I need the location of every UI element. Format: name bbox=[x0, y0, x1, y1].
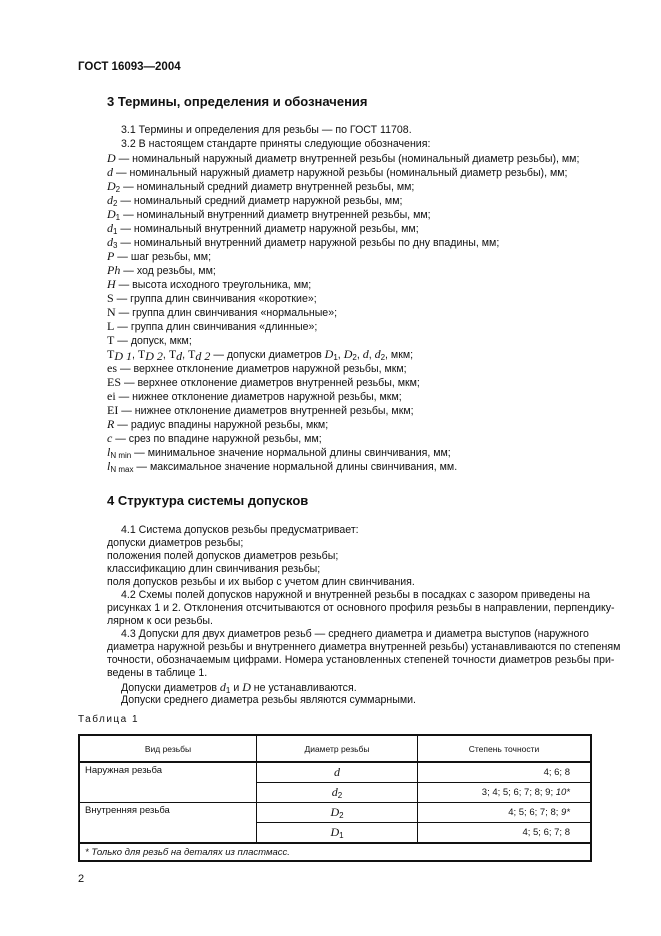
table-footnote-row bbox=[79, 843, 591, 861]
section-4-line: 4.3 Допуски для двух диаметров резьб — среднего диаметра и диаметра выступов (наружного bbox=[121, 628, 589, 640]
definition-item: ei — нижнее отклонение диаметров наружной резьбы, мкм; bbox=[107, 389, 402, 403]
diameter-cell: $D_1$ bbox=[257, 823, 418, 844]
thread-type-cell: Внутренняя резьба bbox=[79, 803, 257, 844]
table-footnote: * Только для резьб на деталях из пластмасс. bbox=[79, 843, 591, 861]
section-4-line: допуски диаметров резьбы; bbox=[107, 537, 244, 549]
table-row bbox=[79, 803, 591, 823]
section-4-line: лярном к оси резьбы. bbox=[107, 615, 213, 627]
section-4-line: точности, обозначаемым цифрами. Номера установленных степеней точности диаметров резьбы при- bbox=[107, 654, 615, 666]
thread-type-cell: Наружная резьба bbox=[79, 762, 257, 803]
section-3-heading: 3 Термины, определения и обозначения bbox=[107, 94, 368, 109]
section-3-body bbox=[107, 123, 597, 473]
definition-item: L — группа длин свинчивания «длинные»; bbox=[107, 319, 318, 333]
diameter-cell: d bbox=[257, 762, 418, 783]
definition-item: N — группа длин свинчивания «нормальные»; bbox=[107, 305, 338, 319]
definition-item: c — срез по впадине наружной резьбы, мм; bbox=[107, 431, 322, 445]
section-4-body bbox=[107, 524, 621, 707]
section-4-heading: 4 Структура системы допусков bbox=[107, 493, 309, 508]
summary-note: Допуски среднего диаметра резьбы являются суммарными. bbox=[121, 694, 416, 706]
accuracy-grade-cell: 4; 6; 8 bbox=[418, 762, 592, 783]
diameter-cell: $D_2$ bbox=[257, 803, 418, 823]
document-header: ГОСТ 16093—2004 bbox=[78, 61, 181, 73]
definition-item: $D_2$ — номинальный средний диаметр внутренней резьбы, мм; bbox=[107, 179, 415, 194]
definition-item: T — допуск, мкм; bbox=[107, 333, 192, 347]
definition-item: $l_{N max}$ — максимальное значение нормальной длины свинчивания, мм. bbox=[107, 459, 458, 474]
tolerance-table bbox=[78, 734, 592, 862]
definition-item: EI — нижнее отклонение диаметров внутренней резьбы, мкм; bbox=[107, 403, 414, 417]
paragraph-3-1: 3.1 Термины и определения для резьбы — по ГОСТ 11708. bbox=[121, 124, 412, 136]
section-4-line: классификацию длин свинчивания резьбы; bbox=[107, 563, 321, 575]
definition-item: ES — верхнее отклонение диаметров внутренней резьбы, мкм; bbox=[107, 375, 420, 389]
tolerance-definition: $T_{D 1}$, $T_{D 2}$, $T_d$, $T_{d 2}$ — допуски диаметров $D_1$, $D_2$, d, $d_2$, мкм; bbox=[107, 347, 414, 363]
definition-item: $d_3$ — номинальный внутренний диаметр наружной резьбы по дну впадины, мм; bbox=[107, 235, 500, 250]
section-4-line: диаметра наружной резьбы и внутреннего диаметра внутренней резьбы) устанавливаются по степеням bbox=[107, 641, 621, 653]
section-4-line: 4.1 Система допусков резьбы предусматривает: bbox=[121, 524, 359, 536]
definition-item: es — верхнее отклонение диаметров наружной резьбы, мкм; bbox=[107, 361, 407, 375]
header-thread-type: Вид резьбы bbox=[79, 735, 257, 762]
table-row bbox=[79, 762, 591, 783]
table-caption: Таблица 1 bbox=[78, 714, 140, 725]
diameter-cell: $d_2$ bbox=[257, 783, 418, 803]
header-accuracy: Степень точности bbox=[418, 735, 592, 762]
definition-item: $d_2$ — номинальный средний диаметр наружной резьбы, мм; bbox=[107, 193, 403, 208]
definition-item: R — радиус впадины наружной резьбы, мкм; bbox=[107, 417, 329, 431]
definition-item: $l_{N min}$ — минимальное значение нормальной длины свинчивания, мм; bbox=[107, 445, 451, 460]
definition-item: Ph — ход резьбы, мм; bbox=[107, 263, 216, 277]
definition-item: S — группа длин свинчивания «короткие»; bbox=[107, 291, 317, 305]
section-4-line: 4.2 Схемы полей допусков наружной и внутренней резьбы в посадках с зазором приведены на bbox=[121, 589, 590, 601]
section-4-line: положения полей допусков диаметров резьбы; bbox=[107, 550, 339, 562]
accuracy-grade-cell: 4; 5; 6; 7; 8; 9* bbox=[418, 803, 592, 823]
header-diameter: Диаметр резьбы bbox=[257, 735, 418, 762]
definition-item: D — номинальный наружный диаметр внутренней резьбы (номинальный диаметр резьбы), мм; bbox=[107, 151, 580, 165]
definition-item: H — высота исходного треугольника, мм; bbox=[107, 277, 312, 291]
section-4-line: рисунках 1 и 2. Отклонения отсчитываются от основного профиля резьбы в направлении, перпендику- bbox=[107, 602, 615, 614]
section-4-line: ведены в таблице 1. bbox=[107, 667, 208, 679]
page-number: 2 bbox=[78, 873, 85, 885]
definition-item: P — шаг резьбы, мм; bbox=[107, 249, 212, 263]
accuracy-grade-cell: 3; 4; 5; 6; 7; 8; 9; 10* bbox=[418, 783, 592, 803]
accuracy-grade-cell: 4; 5; 6; 7; 8 bbox=[418, 823, 592, 844]
paragraph-3-2: 3.2 В настоящем стандарте приняты следующие обозначения: bbox=[121, 138, 431, 150]
diameter-note: Допуски диаметров $d_1$ и D не устанавливаются. bbox=[121, 680, 357, 695]
definition-item: $D_1$ — номинальный внутренний диаметр внутренней резьбы, мм; bbox=[107, 207, 431, 222]
section-4-line: поля допусков резьбы и их выбор с учетом длин свинчивания. bbox=[107, 576, 415, 588]
table-header-row bbox=[79, 735, 591, 762]
definition-item: $d_1$ — номинальный внутренний диаметр наружной резьбы, мм; bbox=[107, 221, 419, 236]
definition-item: d — номинальный наружный диаметр наружной резьбы (номинальный диаметр резьбы), мм; bbox=[107, 165, 568, 179]
